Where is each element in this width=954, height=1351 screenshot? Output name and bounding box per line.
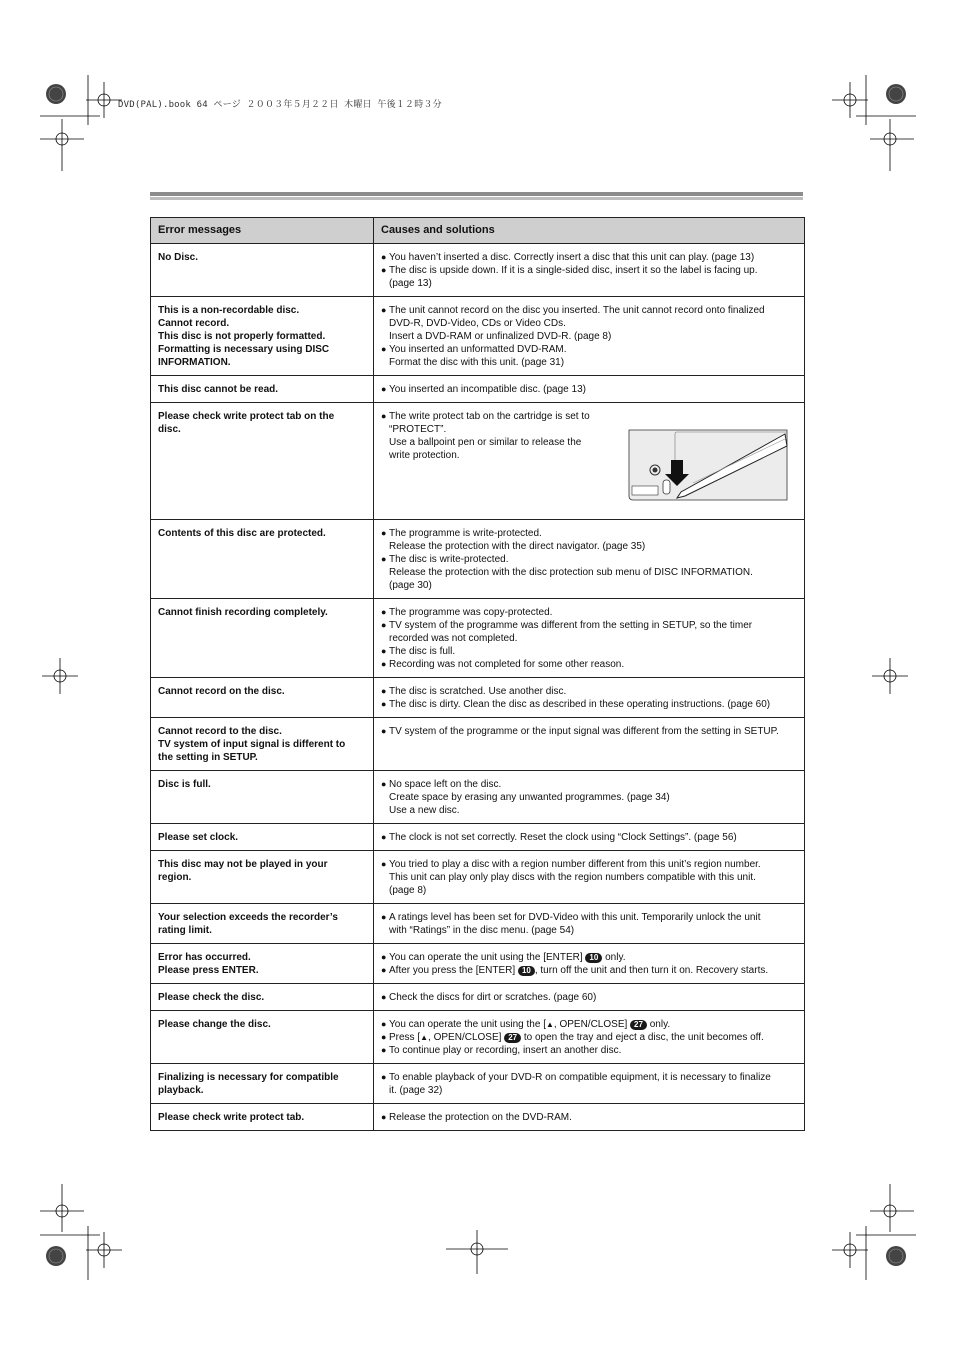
bullet-icon: ● [381,554,387,564]
error-message-line: Please check write protect tab. [158,1112,305,1123]
solution-text: Recording was not completed for some other reason. [389,659,625,670]
error-message-line: This disc is not properly formatted. [158,331,326,342]
table-row [151,944,805,984]
error-message-cell [151,771,374,824]
error-message-line: Please change the disc. [158,1019,271,1030]
solution-text: No space left on the disc. [389,779,502,790]
solution-cell [374,403,805,520]
solution-continuation [381,436,609,449]
section-bar-light [150,197,803,200]
solution-cell [374,244,805,297]
solution-text: To continue play or recording, insert an another disc. [389,1045,622,1056]
error-message-line: rating limit. [158,925,212,936]
error-message-line: TV system of input signal is different to [158,739,346,750]
error-message-line: the setting in SETUP. [158,752,258,763]
solution-cell [374,904,805,944]
solution-continuation [381,791,797,804]
error-message-cell [151,944,374,984]
solution-text: To enable playback of your DVD-R on compatible equipment, it is necessary to finalize [389,1072,771,1083]
solution-item [381,911,797,924]
error-message-line: Cannot finish recording completely. [158,607,328,618]
solution-continuation [381,871,797,884]
solution-text: You can operate the unit using the [ENTER] [389,952,586,963]
error-message-cell [151,1011,374,1064]
solution-cell [374,851,805,904]
solution-text: The disc is dirty. Clean the disc as described in these operating instructions. (page 60) [389,699,771,710]
solution-text: TV system of the programme or the input signal was different from the setting in SETUP. [389,726,779,737]
solution-item [381,725,797,738]
solution-continuation [381,277,797,290]
solution-cell [374,718,805,771]
table-row [151,297,805,376]
solution-item [381,619,797,632]
column-header-error-messages: Error messages [151,218,374,244]
solution-item [381,343,797,356]
bullet-icon: ● [381,620,387,630]
error-message-line: Disc is full. [158,779,211,790]
solution-text: only. [602,952,626,963]
solution-text: Press [ [389,1032,421,1043]
error-message-cell [151,904,374,944]
error-message-cell [151,244,374,297]
solution-text: A ratings level has been set for DVD-Video with this unit. Temporarily unlock the unit [389,912,761,923]
registration-mark-icon [42,658,78,694]
bullet-icon: ● [381,528,387,538]
table-row [151,244,805,297]
eject-icon: ▲ [420,1033,429,1042]
solution-continuation [381,449,609,462]
solution-continuation [381,579,797,592]
solution-text: only. [646,1019,671,1030]
column-header-causes-solutions: Causes and solutions [374,218,805,244]
solution-item [381,1111,797,1124]
solution-text: This unit can play only play discs with the region numbers compatible with this unit. [389,872,756,883]
error-message-line: Please check the disc. [158,992,265,1003]
registration-mark-icon [86,82,122,118]
solution-continuation [381,566,797,579]
error-message-cell [151,984,374,1011]
solution-item [381,1018,797,1031]
registration-mark-icon [856,1180,916,1280]
table-row [151,984,805,1011]
solution-text: recorded was not completed. [389,633,518,644]
print-file-header: DVD(PAL).book 64 ページ ２００３年５月２２日 木曜日 午後１２時３分 [118,100,442,110]
button-number-badge: 10 [585,953,602,963]
solution-cell [374,824,805,851]
solution-continuation [381,423,609,436]
error-message-line: Error has occurred. [158,952,251,963]
solution-text: , turn off the unit and then turn it on. Recovery starts. [534,965,769,976]
solution-with-illustration [381,410,797,513]
section-bar-dark [150,192,803,196]
solution-item [381,304,797,317]
solution-continuation [381,924,797,937]
bullet-icon: ● [381,965,387,975]
solution-text: Insert a DVD-RAM or unfinalized DVD-R. (page 8) [389,331,612,342]
error-message-line: This disc cannot be read. [158,384,279,395]
error-message-line: Please set clock. [158,832,239,843]
bullet-icon: ● [381,411,387,421]
solution-item [381,410,609,423]
solution-cell [374,944,805,984]
error-messages-table [150,217,805,1131]
solution-text: Format the disc with this unit. (page 31) [389,357,565,368]
bullet-icon: ● [381,1019,387,1029]
bullet-icon: ● [381,1112,387,1122]
solution-item [381,1044,797,1057]
table-row [151,824,805,851]
solution-text: Release the protection with the direct navigator. (page 35) [389,541,646,552]
solution-continuation [381,632,797,645]
solution-text: You tried to play a disc with a region number different from this unit’s region number. [389,859,761,870]
error-message-line: playback. [158,1085,204,1096]
solution-item [381,527,797,540]
solution-text: The clock is not set correctly. Reset the clock using “Clock Settings”. (page 56) [389,832,737,843]
solution-item [381,645,797,658]
solution-cell [374,771,805,824]
error-message-line: No Disc. [158,252,199,263]
solution-cell [374,520,805,599]
bullet-icon: ● [381,1045,387,1055]
error-message-cell [151,1064,374,1104]
error-message-cell [151,851,374,904]
solution-text: You haven’t inserted a disc. Correctly insert a disc that this unit can play. (page 13) [389,252,755,263]
solution-text: DVD-R, DVD-Video, CDs or Video CDs. [389,318,566,329]
solution-text: The disc is scratched. Use another disc. [389,686,567,697]
solution-text: , OPEN/CLOSE] [553,1019,631,1030]
eject-icon: ▲ [545,1020,554,1029]
error-message-cell [151,599,374,678]
solution-item [381,698,797,711]
solution-text: Create space by erasing any unwanted programmes. (page 34) [389,792,670,803]
error-message-line: Please check write protect tab on the [158,411,335,422]
solution-text: TV system of the programme was different from the setting in SETUP, so the timer [389,620,753,631]
error-message-cell [151,403,374,520]
table-row [151,904,805,944]
error-message-line: Finalizing is necessary for compatible [158,1072,339,1083]
error-message-cell [151,520,374,599]
bullet-icon: ● [381,265,387,275]
bullet-icon: ● [381,859,387,869]
solution-text: with “Ratings” in the disc menu. (page 54) [389,925,575,936]
solution-text: “PROTECT”. [389,424,447,435]
solution-cell [374,599,805,678]
bullet-icon: ● [381,686,387,696]
solution-text: Use a ballpoint pen or similar to release the [389,437,582,448]
table-row [151,851,805,904]
bullet-icon: ● [381,1032,387,1042]
bullet-icon: ● [381,252,387,262]
error-message-cell [151,1104,374,1131]
solution-item [381,264,797,277]
error-message-cell [151,718,374,771]
solution-cell [374,297,805,376]
solution-text: The disc is upside down. If it is a single-sided disc, insert it so the label is facing up. [389,265,758,276]
error-message-line: Cannot record on the disc. [158,686,285,697]
error-message-cell [151,824,374,851]
bullet-icon: ● [381,699,387,709]
bullet-icon: ● [381,646,387,656]
error-message-line: region. [158,872,192,883]
bullet-icon: ● [381,779,387,789]
solution-item [381,553,797,566]
solution-text: (page 30) [389,580,432,591]
solution-continuation [381,804,797,817]
solution-continuation [381,330,797,343]
solution-text: Release the protection on the DVD-RAM. [389,1112,572,1123]
solution-cell [374,1064,805,1104]
bullet-icon: ● [381,607,387,617]
solution-cell [374,1011,805,1064]
solution-continuation [381,1084,797,1097]
error-message-line: This disc may not be played in your [158,859,328,870]
solution-text: The write protect tab on the cartridge is set to [389,411,590,422]
table-row [151,771,805,824]
error-message-line: Formatting is necessary using DISC [158,344,330,355]
solution-text: (page 13) [389,278,432,289]
solution-cell [374,1104,805,1131]
solution-text: The disc is write-protected. [389,554,509,565]
bullet-icon: ● [381,305,387,315]
bullet-icon: ● [381,726,387,736]
bullet-icon: ● [381,952,387,962]
button-number-badge: 10 [518,966,535,976]
error-message-cell [151,376,374,403]
bullet-icon: ● [381,344,387,354]
solution-item [381,778,797,791]
table-row [151,520,805,599]
table-body [151,244,805,1131]
solution-item [381,685,797,698]
bullet-icon: ● [381,992,387,1002]
bullet-icon: ● [381,912,387,922]
solution-text: Use a new disc. [389,805,460,816]
registration-mark-icon [86,1232,122,1268]
error-message-line: Cannot record. [158,318,230,329]
solution-item [381,858,797,871]
error-message-line: Your selection exceeds the recorder’s [158,912,338,923]
solution-item [381,964,797,977]
registration-mark-icon [446,1230,508,1274]
solution-text: You inserted an unformatted DVD-RAM. [389,344,567,355]
solution-text: The programme is write-protected. [389,528,542,539]
bullet-icon: ● [381,384,387,394]
error-message-cell [151,678,374,718]
table-row [151,1104,805,1131]
table-row [151,678,805,718]
solution-cell [374,376,805,403]
solution-item [381,251,797,264]
error-message-cell [151,297,374,376]
button-number-badge: 27 [630,1020,647,1030]
solution-text: , OPEN/CLOSE] [428,1032,505,1043]
solution-cell [374,984,805,1011]
solution-text: The unit cannot record on the disc you inserted. The unit cannot record onto finalized [389,305,765,316]
solution-text: You inserted an incompatible disc. (page 13) [389,384,586,395]
bullet-icon: ● [381,1072,387,1082]
solution-item [381,991,797,1004]
table-row [151,1064,805,1104]
error-message-line: Contents of this disc are protected. [158,528,326,539]
solution-text: The disc is full. [389,646,456,657]
solution-continuation [381,884,797,897]
solution-text: Release the protection with the disc protection sub menu of DISC INFORMATION. [389,567,753,578]
solution-item [381,606,797,619]
solution-item [381,1071,797,1084]
error-message-line: This is a non-recordable disc. [158,305,300,316]
solution-continuation [381,540,797,553]
table-row [151,1011,805,1064]
error-message-line: Please press ENTER. [158,965,259,976]
table-row [151,376,805,403]
error-message-line: disc. [158,424,181,435]
solution-item [381,831,797,844]
table-row [151,403,805,520]
solution-item [381,658,797,671]
error-message-line: INFORMATION. [158,357,231,368]
button-number-badge: 27 [504,1033,521,1043]
solution-text: write protection. [389,450,460,461]
solution-text: to open the tray and eject a disc, the unit becomes off. [521,1032,764,1043]
solution-text: Check the discs for dirt or scratches. (page 60) [389,992,597,1003]
solution-continuation [381,317,797,330]
solution-text: The programme was copy-protected. [389,607,553,618]
solution-text: (page 8) [389,885,427,896]
registration-mark-icon [856,75,916,175]
solution-text: After you press the [ENTER] [389,965,518,976]
table-row [151,718,805,771]
solution-item [381,1031,797,1044]
solution-text: You can operate the unit using the [ [389,1019,546,1030]
bullet-icon: ● [381,659,387,669]
solution-item [381,951,797,964]
solution-text: it. (page 32) [389,1085,443,1096]
error-message-line: Cannot record to the disc. [158,726,282,737]
solution-item [381,383,797,396]
solution-continuation [381,356,797,369]
table-row [151,599,805,678]
table-header-row [151,218,805,244]
bullet-icon: ● [381,832,387,842]
solution-cell [374,678,805,718]
registration-mark-icon [872,658,908,694]
cartridge-write-protect-illustration [627,428,789,504]
